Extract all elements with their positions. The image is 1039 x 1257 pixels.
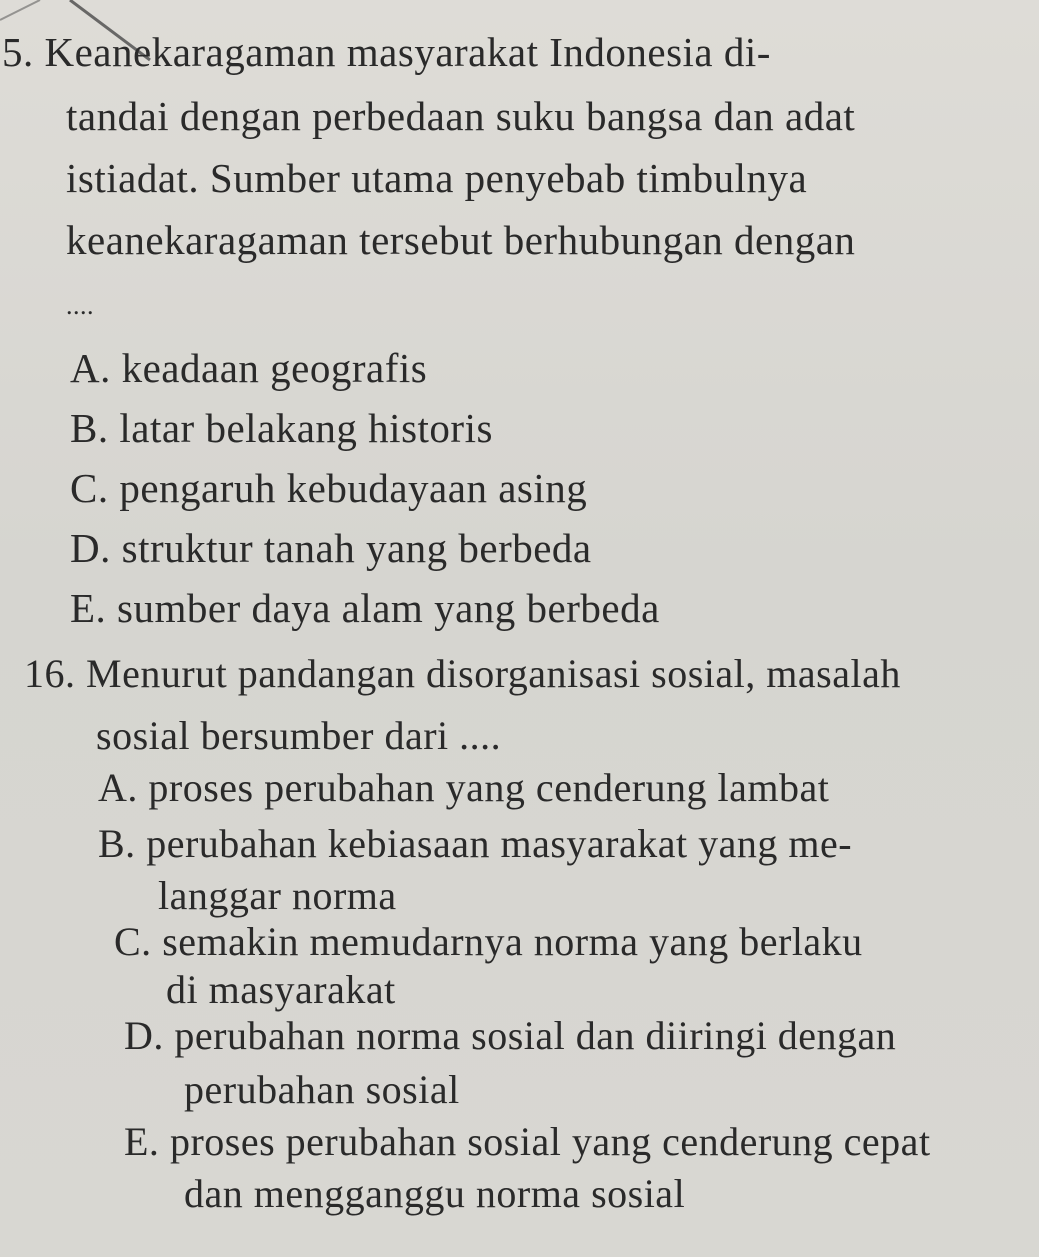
question-15-option-a [70,344,427,392]
option-text: proses perubahan sosial yang cenderung cepat [169,1119,931,1164]
option-letter: D. [70,525,111,571]
option-text: sumber daya alam yang berbeda [117,585,660,631]
option-letter: E. [70,585,107,631]
option-text: perubahan kebiasaan masyarakat yang me- [146,821,853,866]
question-16-option-a [98,764,829,812]
option-text: latar belakang historis [119,405,493,451]
question-15-option-e [70,584,660,632]
option-letter: C. [70,465,109,511]
option-letter: B. [70,405,109,451]
option-letter: B. [98,821,136,866]
question-16-stem-line-1: 16. Menurut pandangan disorganisasi sosial, masalah [24,651,901,696]
question-16-option-e-continued: dan mengganggu norma sosial [184,1171,686,1216]
question-15-option-b [70,404,493,452]
question-15-stem-line-1: 5. Keanekaragaman masyarakat Indonesia di- [2,29,771,75]
option-letter: A. [98,765,138,810]
question-15-blank: .... [66,291,94,320]
option-letter: E. [124,1119,160,1164]
question-15-option-c [70,464,587,512]
question-16-option-d-continued: perubahan sosial [184,1067,460,1112]
option-text: keadaan geografis [121,345,428,391]
question-15-stem-line-2: tandai dengan perbedaan suku bangsa dan adat [66,93,856,139]
option-letter: C. [114,919,152,964]
question-16-option-e [124,1118,931,1166]
question-16-option-c [114,918,863,966]
question-16-option-c-continued: di masyarakat [166,967,396,1012]
option-text: semakin memudarnya norma yang berlaku [162,919,863,964]
option-text: proses perubahan yang cenderung lambat [148,765,830,810]
option-text: struktur tanah yang berbeda [121,525,592,571]
option-text: perubahan norma sosial dan diiringi dengan [174,1013,897,1058]
question-16-option-b-continued: langgar norma [158,873,397,918]
question-16-option-d [124,1012,896,1060]
question-16-option-b [98,820,852,868]
question-15-option-d [70,524,592,572]
option-text: pengaruh kebudayaan asing [119,465,588,511]
question-15-stem-line-4: keanekaragaman tersebut berhubungan dengan [66,217,856,263]
option-letter: D. [124,1013,164,1058]
option-letter: A. [70,345,111,391]
question-15-stem-line-3: istiadat. Sumber utama penyebab timbulnya [66,155,808,201]
question-16-stem-line-2: sosial bersumber dari .... [96,713,502,758]
